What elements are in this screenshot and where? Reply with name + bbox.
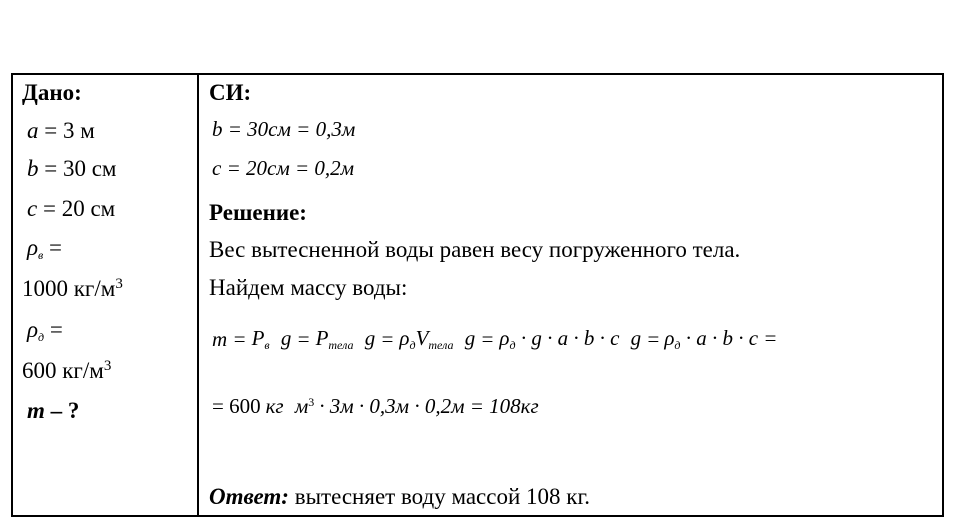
given-rho-v: $\rho_в$ = [27,235,62,262]
mass-formula: m = $P_в$ g = $P_{тела}$ g = $\rho_дV_{тела}$ g = $\rho_д \cdot g \cdot a \cdot b \cdot c$ g = $\rho_д \cdot a \cdot b \cdot c$ = [212,325,778,352]
si-line-c: c = 20см = 0,2м [212,156,355,180]
given-a: a = 3 м [27,118,95,143]
table-frame [11,73,944,517]
answer-line: Ответ: вытесняет воду массой 108 кг. [209,484,591,509]
fraction-p-v-over-g: $P_в$ g [251,325,292,352]
given-title: Дано: [22,80,82,105]
solution-title: Решение: [209,200,307,225]
given-b: b = 30 см [27,156,117,181]
fraction-p-body-over-g: $P_{тела}$ g [315,325,376,352]
fraction-rho-gabc-over-g: $\rho_д \cdot g \cdot a \cdot b \cdot c$ g [499,325,642,352]
solution-text-2: Найдем массу воды: [209,275,408,300]
column-divider [197,73,199,517]
fraction-kg-per-m3: кг $м^3$ [265,393,315,418]
mass-calculation: = 600 кг $м^3$ · 3м · 0,3м · 0,2м = 108кг [212,393,539,418]
given-unknown: m – ? [27,398,80,423]
given-rho-v-value: 1000 $кг/м^3$ [22,276,123,301]
given-rho-d: $\rho_д$ = [27,317,63,344]
fraction-rho-v-over-g: $\rho_дV_{тела}$ g [399,325,476,352]
solution-text-1: Вес вытесненной воды равен весу погруженного тела. [209,237,741,262]
si-line-b: b = 30см = 0,3м [212,117,356,141]
given-rho-d-value: 600 $кг/м^3$ [22,358,112,383]
si-title: СИ: [209,80,252,105]
given-c: c = 20 см [27,196,116,221]
